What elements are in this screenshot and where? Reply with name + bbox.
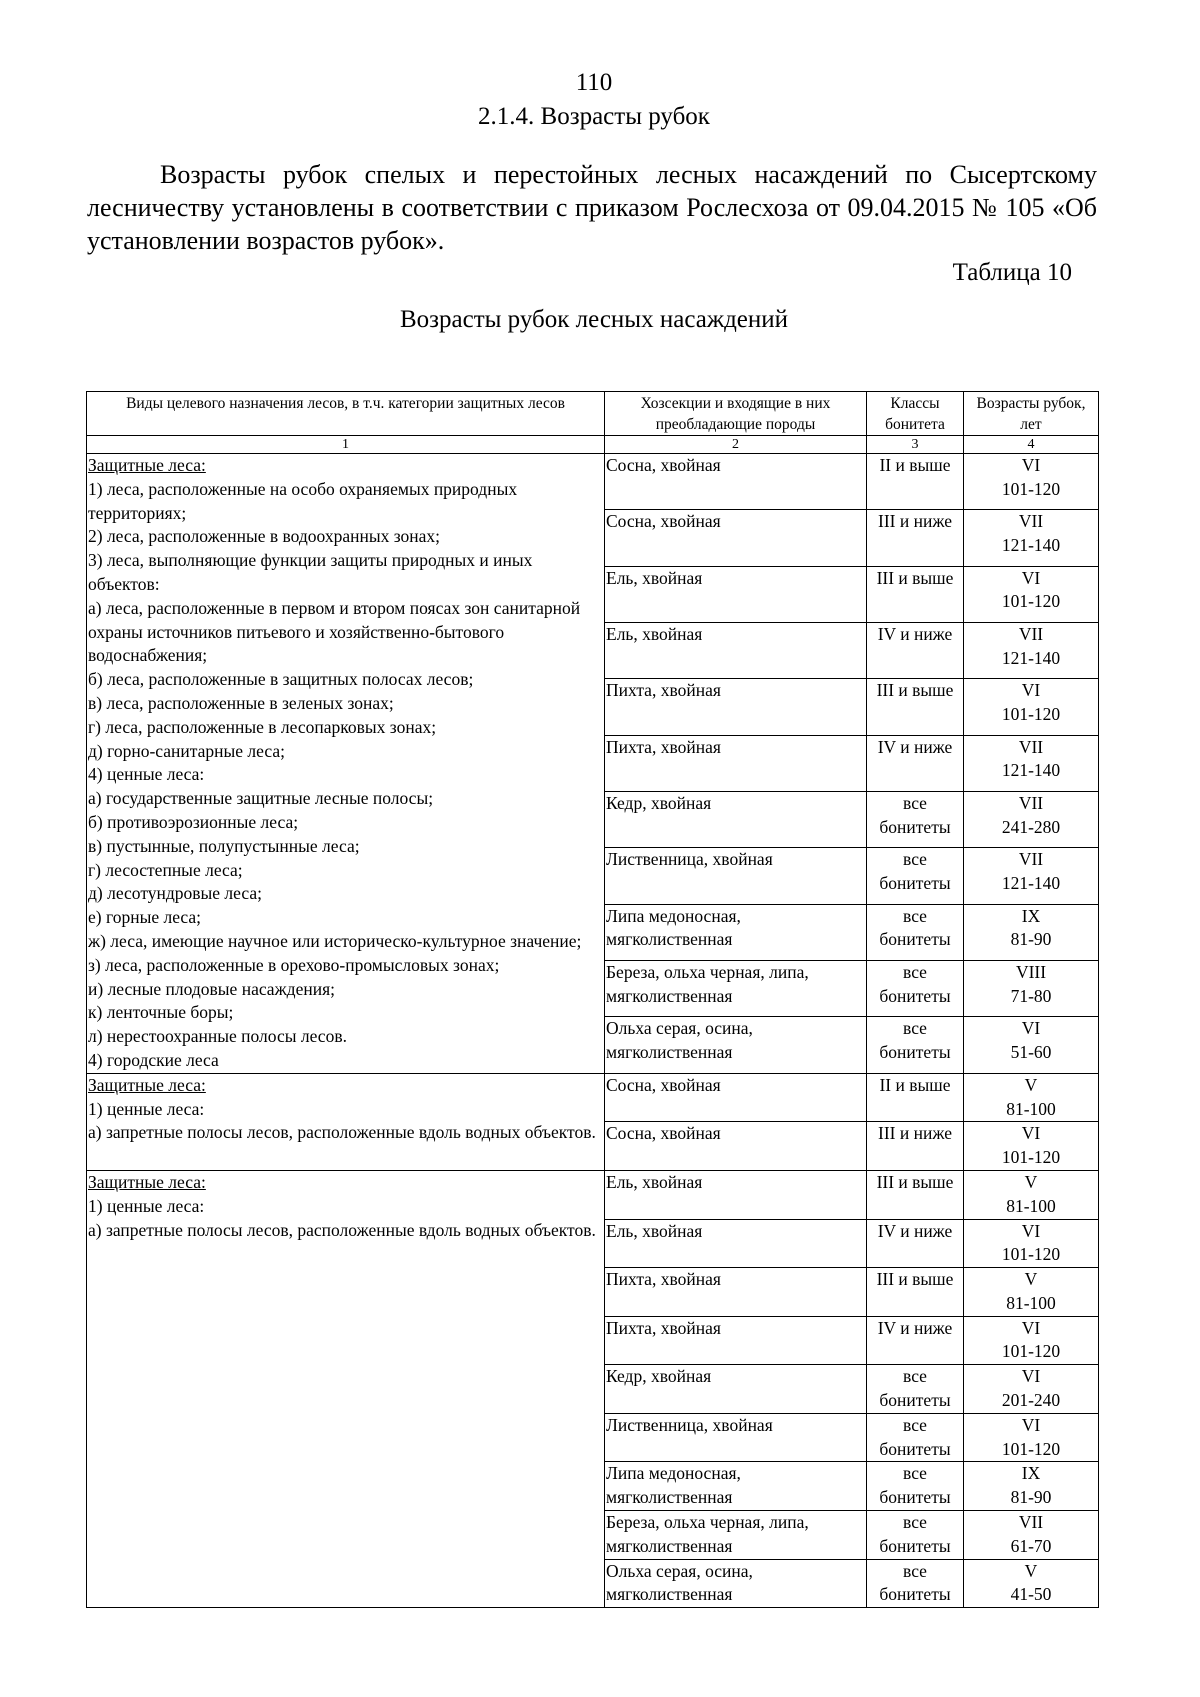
cutting-age-cell — [964, 1559, 1099, 1608]
age-range: 101-120 — [1001, 704, 1061, 725]
cutting-age-cell — [964, 791, 1099, 847]
age-class: IX — [1021, 1463, 1041, 1484]
age-class: VI — [1021, 1123, 1041, 1144]
cutting-age-cell — [964, 1017, 1099, 1073]
bonitet-cell: III и ниже — [867, 510, 964, 566]
category-line: а) государственные защитные лесные полосы; — [88, 788, 434, 809]
category-line: г) леса, расположенные в лесопарковых зонах; — [88, 716, 437, 737]
age-range: 81-90 — [1010, 1487, 1052, 1508]
category-line: г) лесостепные леса; — [88, 859, 243, 880]
age-range: 101-120 — [1001, 1341, 1061, 1362]
age-class: VI — [1021, 567, 1041, 588]
category-cell — [87, 1170, 605, 1607]
species-cell: Сосна, хвойная — [605, 1122, 867, 1171]
bonitet-cell: все бонитеты — [867, 791, 964, 847]
bonitet-cell: III и выше — [867, 1268, 964, 1317]
bonitet-cell: II и выше — [867, 1073, 964, 1122]
species-cell: Кедр, хвойная — [605, 791, 867, 847]
age-class: IX — [1021, 905, 1041, 926]
species-cell: Ель, хвойная — [605, 1170, 867, 1219]
species-cell: Ель, хвойная — [605, 1219, 867, 1268]
bonitet-cell: все бонитеты — [867, 1559, 964, 1608]
cutting-age-cell — [964, 1462, 1099, 1511]
cutting-age-cell — [964, 1219, 1099, 1268]
category-title: Защитные леса: — [88, 1074, 206, 1095]
cutting-age-cell — [964, 566, 1099, 622]
age-class: VIII — [1015, 961, 1047, 982]
cutting-age-cell — [964, 679, 1099, 735]
species-cell: Липа медоносная, мягколиственная — [605, 904, 867, 960]
cutting-age-cell — [964, 1122, 1099, 1171]
cutting-age-cell — [964, 454, 1099, 510]
bonitet-cell: IV и ниже — [867, 1316, 964, 1365]
category-line: а) запретные полосы лесов, расположенные вдоль водных объектов. — [88, 1219, 596, 1240]
cutting-age-cell — [964, 510, 1099, 566]
age-range: 121-140 — [1001, 535, 1061, 556]
age-range: 51-60 — [1010, 1042, 1052, 1063]
cutting-age-cell — [964, 1413, 1099, 1462]
category-line: 1) ценные леса: — [88, 1098, 205, 1119]
age-range: 101-120 — [1001, 1244, 1061, 1265]
age-class: VII — [1018, 511, 1044, 532]
species-cell: Береза, ольха черная, липа, мягколиственная — [605, 960, 867, 1016]
age-range: 101-120 — [1001, 1147, 1061, 1168]
cutting-age-cell — [964, 1365, 1099, 1414]
table-title: Возрасты рубок лесных насаждений — [399, 306, 789, 333]
age-class: VI — [1021, 455, 1041, 475]
cutting-ages-table — [86, 391, 1099, 1608]
table-row — [87, 1073, 1099, 1122]
age-class: VI — [1021, 1220, 1041, 1241]
column-number: 3 — [867, 436, 964, 454]
cutting-age-cell — [964, 904, 1099, 960]
age-range: 101-120 — [1001, 591, 1061, 612]
category-title: Защитные леса: — [88, 455, 206, 475]
age-class: VI — [1021, 1317, 1041, 1338]
age-range: 101-120 — [1001, 478, 1061, 499]
cutting-age-cell — [964, 1170, 1099, 1219]
age-range: 201-240 — [1001, 1390, 1061, 1411]
bonitet-cell: III и выше — [867, 566, 964, 622]
header-purpose: Виды целевого назначения лесов, в т.ч. категории защитных лесов — [87, 392, 605, 436]
age-class: VII — [1018, 849, 1044, 870]
category-line: 1) леса, расположенные на особо охраняемых природных территориях; — [88, 478, 518, 523]
category-line: ж) леса, имеющие научное или историческо-культурное значение; — [88, 930, 582, 951]
category-line: д) лесотундровые леса; — [88, 883, 262, 904]
bonitet-cell: III и выше — [867, 679, 964, 735]
age-range: 81-100 — [1006, 1098, 1056, 1119]
header-bonitet: Классы бонитета — [867, 392, 964, 436]
species-cell: Лиственница, хвойная — [605, 848, 867, 904]
bonitet-cell: все бонитеты — [867, 904, 964, 960]
category-line: 4) городские леса — [88, 1049, 219, 1070]
category-line: 2) леса, расположенные в водоохранных зонах; — [88, 526, 441, 547]
header-cutting-age: Возрасты рубок, лет — [964, 392, 1099, 436]
age-range: 81-100 — [1006, 1292, 1056, 1313]
table-body — [87, 454, 1099, 1608]
category-line: 3) леса, выполняющие функции защиты природных и иных объектов: — [88, 550, 533, 594]
age-range: 71-80 — [1010, 985, 1052, 1006]
species-cell: Сосна, хвойная — [605, 454, 867, 510]
category-line: в) пустынные, полупустынные леса; — [88, 835, 360, 856]
header-species: Хозсекции и входящие в них преобладающие породы — [605, 392, 867, 436]
species-cell: Липа медоносная, мягколиственная — [605, 1462, 867, 1511]
species-cell: Ольха серая, осина, мягколиственная — [605, 1017, 867, 1073]
species-cell: Ель, хвойная — [605, 622, 867, 678]
species-cell: Пихта, хвойная — [605, 679, 867, 735]
category-line: и) лесные плодовые насаждения; — [88, 978, 335, 999]
species-cell: Пихта, хвойная — [605, 735, 867, 791]
age-range: 101-120 — [1001, 1438, 1061, 1459]
species-cell: Кедр, хвойная — [605, 1365, 867, 1414]
cutting-age-cell — [964, 1268, 1099, 1317]
species-cell: Пихта, хвойная — [605, 1268, 867, 1317]
bonitet-cell: все бонитеты — [867, 848, 964, 904]
age-range: 61-70 — [1010, 1535, 1052, 1556]
table-caption: Таблица 10 — [952, 259, 1072, 286]
cutting-age-cell — [964, 1511, 1099, 1560]
category-cell — [87, 454, 605, 1074]
category-line: л) нерестоохранные полосы лесов. — [88, 1026, 347, 1047]
age-class: VI — [1021, 1414, 1041, 1435]
species-cell: Пихта, хвойная — [605, 1316, 867, 1365]
age-class: VII — [1018, 792, 1044, 813]
species-cell: Ель, хвойная — [605, 566, 867, 622]
bonitet-cell: III и выше — [867, 1170, 964, 1219]
category-line: 1) ценные леса: — [88, 1195, 205, 1216]
bonitet-cell: II и выше — [867, 454, 964, 510]
age-range: 81-100 — [1006, 1195, 1056, 1216]
cutting-age-cell — [964, 1316, 1099, 1365]
age-class: VI — [1021, 1366, 1041, 1387]
age-range: 121-140 — [1001, 873, 1061, 894]
table-row — [87, 454, 1099, 510]
bonitet-cell: все бонитеты — [867, 1365, 964, 1414]
bonitet-cell: все бонитеты — [867, 1462, 964, 1511]
bonitet-cell: все бонитеты — [867, 1511, 964, 1560]
cutting-age-cell — [964, 1073, 1099, 1122]
cutting-age-cell — [964, 848, 1099, 904]
age-range: 121-140 — [1001, 760, 1061, 781]
age-class: V — [1024, 1171, 1038, 1192]
species-cell: Ольха серая, осина, мягколиственная — [605, 1559, 867, 1608]
species-cell: Сосна, хвойная — [605, 1073, 867, 1122]
bonitet-cell: все бонитеты — [867, 1413, 964, 1462]
page-number: 110 — [575, 69, 613, 96]
category-line: 4) ценные леса: — [88, 764, 205, 785]
category-line: а) леса, расположенные в первом и втором поясах зон санитарной охраны источников питьевого и хозяйственно-бытового водоснабжения; — [88, 597, 581, 666]
intro-paragraph: Возрасты рубок спелых и перестойных лесных насаждений по Сысертскому лесничеству установлены в соответствии с приказом Рослесхоза от 09.04.2015 № 105 «Об установлении возрастов рубок». — [87, 160, 1097, 255]
cutting-age-cell — [964, 960, 1099, 1016]
age-class: VI — [1021, 1018, 1041, 1039]
age-range: 81-90 — [1010, 929, 1052, 950]
bonitet-cell: IV и ниже — [867, 1219, 964, 1268]
species-cell: Береза, ольха черная, липа, мягколиственная — [605, 1511, 867, 1560]
section-title: 2.1.4. Возрасты рубок — [478, 103, 710, 130]
species-cell: Сосна, хвойная — [605, 510, 867, 566]
age-class: VII — [1018, 1512, 1044, 1533]
category-line: б) леса, расположенные в защитных полосах лесов; — [88, 669, 474, 690]
age-class: VII — [1018, 736, 1044, 757]
table-row — [87, 1170, 1099, 1219]
cutting-age-cell — [964, 735, 1099, 791]
age-range: 121-140 — [1001, 647, 1061, 668]
bonitet-cell: все бонитеты — [867, 960, 964, 1016]
category-line: з) леса, расположенные в орехово-промысловых зонах; — [88, 954, 500, 975]
category-line: а) запретные полосы лесов, расположенные вдоль водных объектов. — [88, 1122, 596, 1143]
category-cell — [87, 1073, 605, 1170]
bonitet-cell: все бонитеты — [867, 1017, 964, 1073]
category-line: в) леса, расположенные в зеленых зонах; — [88, 692, 394, 713]
bonitet-cell: III и ниже — [867, 1122, 964, 1171]
column-number: 2 — [605, 436, 867, 454]
age-class: VI — [1021, 680, 1041, 701]
age-class: V — [1024, 1269, 1038, 1290]
species-cell: Лиственница, хвойная — [605, 1413, 867, 1462]
category-line: е) горные леса; — [88, 907, 202, 928]
category-title: Защитные леса: — [88, 1171, 206, 1192]
category-line: д) горно-санитарные леса; — [88, 740, 285, 761]
bonitet-cell: IV и ниже — [867, 622, 964, 678]
bonitet-cell: IV и ниже — [867, 735, 964, 791]
age-class: V — [1024, 1560, 1038, 1581]
column-number: 4 — [964, 436, 1099, 454]
cutting-age-cell — [964, 622, 1099, 678]
category-line: б) противоэрозионные леса; — [88, 811, 299, 832]
age-range: 41-50 — [1010, 1584, 1052, 1605]
column-number: 1 — [87, 436, 605, 454]
category-line: к) ленточные боры; — [88, 1002, 234, 1023]
age-class: VII — [1018, 623, 1044, 644]
age-range: 241-280 — [1001, 816, 1061, 837]
age-class: V — [1024, 1074, 1038, 1095]
